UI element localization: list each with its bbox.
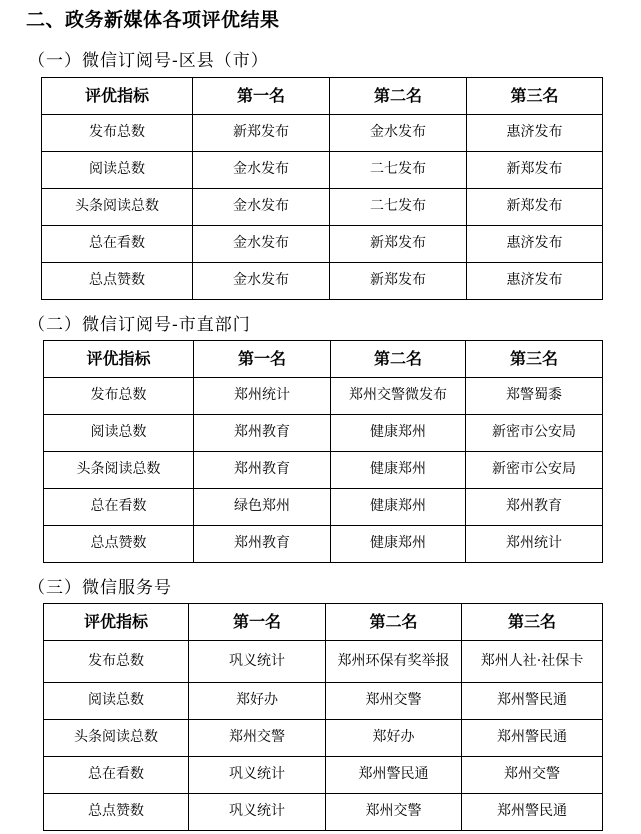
table-row [44,720,603,757]
cell-third: 新密市公安局 [466,415,603,452]
table-row [42,263,603,300]
cell-second: 新郑发布 [330,226,467,263]
ranking-table-district [41,77,603,300]
cell-second: 健康郑州 [331,526,466,563]
cell-indicator: 总点赞数 [44,794,189,831]
cell-second: 郑州交警 [326,794,462,831]
cell-first: 巩义统计 [189,641,326,683]
cell-second: 健康郑州 [331,452,466,489]
cell-second: 郑州交警 [326,683,462,720]
cell-second: 郑州警民通 [326,757,462,794]
cell-first: 绿色郑州 [194,489,331,526]
cell-third: 新郑发布 [467,189,603,226]
cell-first: 金水发布 [193,189,330,226]
ranking-table-service [43,603,603,831]
section-title-municipal: （二）微信订阅号-市直部门 [28,315,251,335]
header-second: 第二名 [330,78,467,115]
cell-first: 郑州教育 [194,452,331,489]
cell-indicator: 头条阅读总数 [44,452,194,489]
cell-second: 郑州交警微发布 [331,378,466,415]
table-row [44,452,603,489]
table-row [44,794,603,831]
page-title: 二、政务新媒体各项评优结果 [26,9,280,31]
cell-first: 金水发布 [193,226,330,263]
cell-third: 郑州人社·社保卡 [462,641,603,683]
table-row [42,226,603,263]
table-row [44,683,603,720]
header-second: 第二名 [326,604,462,641]
table-row [44,489,603,526]
header-indicator: 评优指标 [44,341,194,378]
cell-third: 惠济发布 [467,226,603,263]
cell-indicator: 总在看数 [42,226,193,263]
cell-first: 郑州交警 [189,720,326,757]
ranking-table-municipal [43,340,603,563]
header-first: 第一名 [193,78,330,115]
cell-third: 郑警蜀黍 [466,378,603,415]
cell-indicator: 阅读总数 [44,415,194,452]
cell-first: 郑好办 [189,683,326,720]
cell-indicator: 阅读总数 [44,683,189,720]
table-header-row [44,341,603,378]
table-row [44,757,603,794]
cell-first: 金水发布 [193,152,330,189]
cell-third: 新密市公安局 [466,452,603,489]
table-header-row [42,78,603,115]
cell-second: 二七发布 [330,189,467,226]
cell-first: 巩义统计 [189,794,326,831]
header-second: 第二名 [331,341,466,378]
cell-second: 健康郑州 [331,489,466,526]
cell-first: 新郑发布 [193,115,330,152]
cell-third: 新郑发布 [467,152,603,189]
section-title-service: （三）微信服务号 [28,578,172,598]
cell-first: 金水发布 [193,263,330,300]
cell-third: 郑州交警 [462,757,603,794]
header-third: 第三名 [467,78,603,115]
cell-second: 二七发布 [330,152,467,189]
cell-third: 郑州统计 [466,526,603,563]
table-row [42,152,603,189]
header-third: 第三名 [466,341,603,378]
cell-third: 郑州警民通 [462,720,603,757]
cell-first: 郑州教育 [194,415,331,452]
cell-indicator: 总点赞数 [42,263,193,300]
cell-indicator: 总在看数 [44,757,189,794]
header-indicator: 评优指标 [44,604,189,641]
section-title-district: （一）微信订阅号-区县（市） [28,51,269,71]
cell-indicator: 头条阅读总数 [44,720,189,757]
table-row [44,378,603,415]
cell-first: 郑州教育 [194,526,331,563]
cell-indicator: 阅读总数 [42,152,193,189]
cell-second: 金水发布 [330,115,467,152]
cell-second: 郑州环保有奖举报 [326,641,462,683]
cell-second: 新郑发布 [330,263,467,300]
cell-third: 郑州教育 [466,489,603,526]
cell-indicator: 发布总数 [44,378,194,415]
cell-indicator: 头条阅读总数 [42,189,193,226]
table-row [44,641,603,683]
cell-indicator: 发布总数 [42,115,193,152]
table-row [44,415,603,452]
cell-third: 惠济发布 [467,263,603,300]
cell-first: 巩义统计 [189,757,326,794]
cell-third: 惠济发布 [467,115,603,152]
cell-indicator: 总点赞数 [44,526,194,563]
cell-first: 郑州统计 [194,378,331,415]
table-row [42,189,603,226]
cell-third: 郑州警民通 [462,683,603,720]
header-first: 第一名 [189,604,326,641]
header-first: 第一名 [194,341,331,378]
table-row [42,115,603,152]
table-row [44,526,603,563]
cell-second: 健康郑州 [331,415,466,452]
cell-third: 郑州警民通 [462,794,603,831]
cell-second: 郑好办 [326,720,462,757]
table-header-row [44,604,603,641]
cell-indicator: 发布总数 [44,641,189,683]
cell-indicator: 总在看数 [44,489,194,526]
header-third: 第三名 [462,604,603,641]
header-indicator: 评优指标 [42,78,193,115]
